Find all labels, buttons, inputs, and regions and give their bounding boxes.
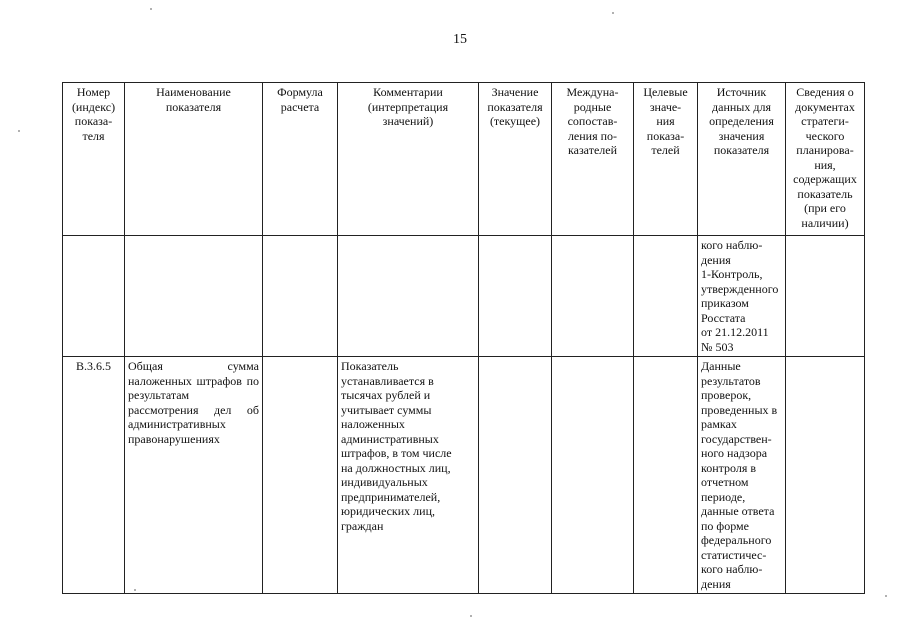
table-row [63,357,865,594]
cell-source: кого наблю- дения 1-Контроль, утвержденного приказом Росстата от 21.12.2011 № 503 [698,236,786,357]
cell-index [63,236,125,357]
scan-speck [134,589,136,591]
header-formula: Формула расчета [263,83,338,236]
cell-international [552,357,634,594]
header-source: Источник данных для определения значения показателя [698,83,786,236]
cell-formula [263,236,338,357]
cell-name: Общая сумма наложенных штрафов по результатам рассмотрения дел об административных правонарушениях [125,357,263,594]
cell-current-value [479,357,552,594]
cell-international [552,236,634,357]
header-international: Междуна- родные сопостав- ления по- казателей [552,83,634,236]
scan-speck [612,12,614,14]
table-header-row [63,83,865,236]
page-number: 15 [453,32,467,47]
table-row [63,236,865,357]
scan-speck [18,130,20,132]
cell-index: В.3.6.5 [63,357,125,594]
header-current-value: Значение показателя (текущее) [479,83,552,236]
cell-current-value [479,236,552,357]
cell-target [634,236,698,357]
cell-source: Данные результатов проверок, проведенных в рамках государствен- ного надзора контроля в отчетном периоде, данные ответа по форме федерального статистичес- кого наблю- дения [698,357,786,594]
cell-documents [786,236,865,357]
indicator-table [62,82,865,594]
header-target: Целевые значе- ния показа- телей [634,83,698,236]
cell-comment [338,236,479,357]
cell-name [125,236,263,357]
cell-target [634,357,698,594]
header-documents: Сведения о документах стратеги- ческого планирова- ния, содержащих показатель (при его наличии) [786,83,865,236]
header-comment: Комментарии (интерпретация значений) [338,83,479,236]
header-name: Наименование показателя [125,83,263,236]
scan-speck [470,615,472,617]
cell-comment: Показатель устанавливается в тысячах рублей и учитывает суммы наложенных административных штрафов, в том числе на должностных лиц, индивидуальных предпринимателей, юридических лиц, граждан [338,357,479,594]
cell-documents [786,357,865,594]
scan-speck [150,8,152,10]
cell-formula [263,357,338,594]
scan-speck [885,595,887,597]
header-index: Номер (индекс) показа- теля [63,83,125,236]
